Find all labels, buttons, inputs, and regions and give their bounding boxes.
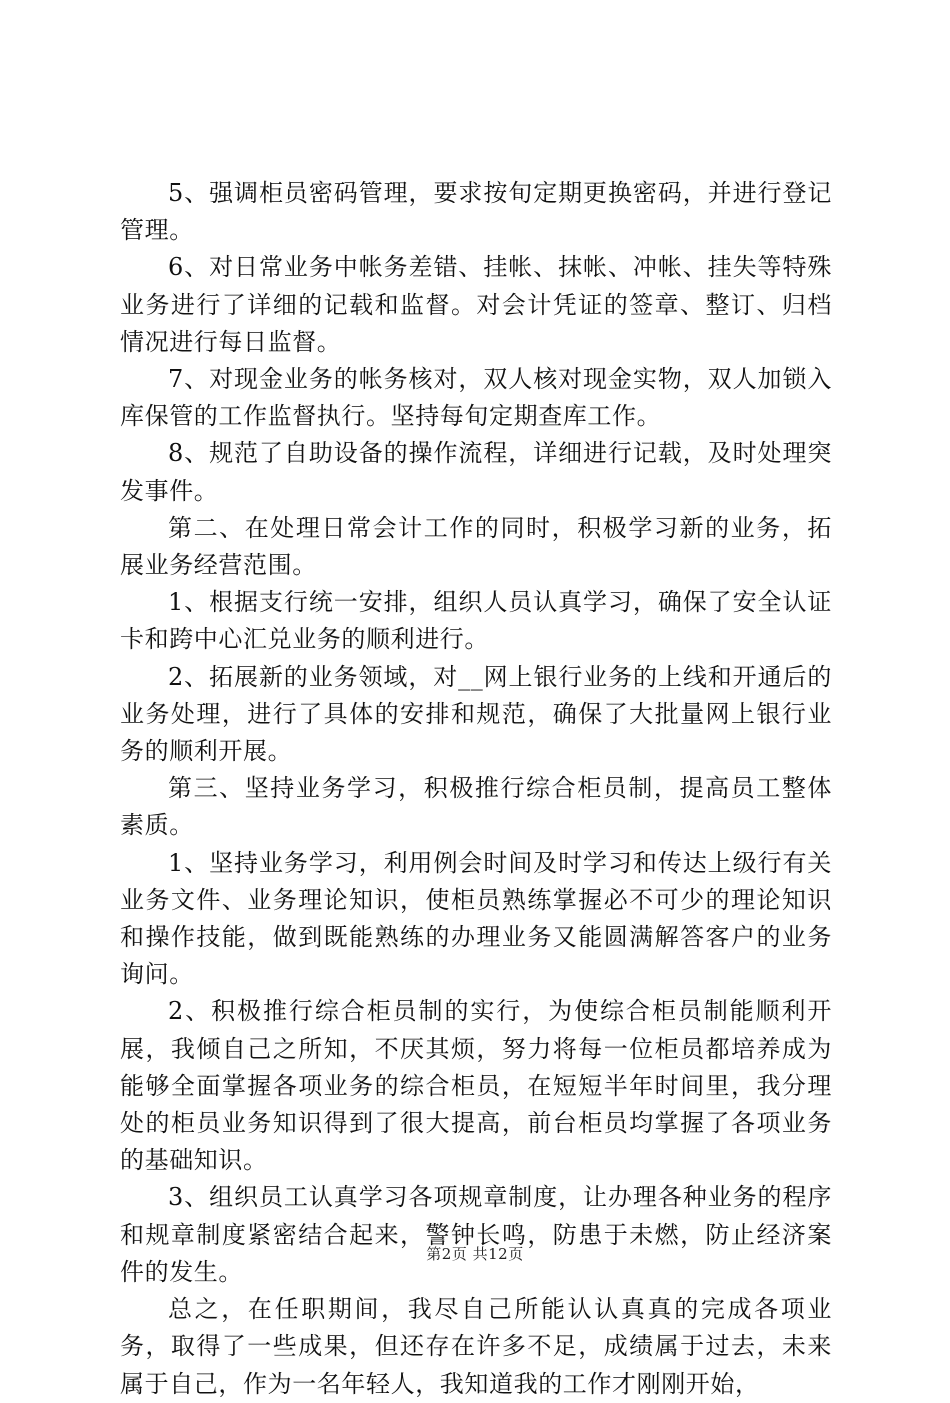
paragraph-item-3b: 3、组织员工认真学习各项规章制度，让办理各种业务的程序和规章制度紧密结合起来，警钟长鸣，防患于未燃，防止经济案件的发生。 (120, 1183, 832, 1286)
paragraph-summary: 总之，在任职期间，我尽自己所能认认真真的完成各项业务，取得了一些成果，但还存在许多不足，成绩属于过去，未来属于自己，作为一名年轻人，我知道我的工作才刚刚开始， (120, 1295, 832, 1398)
paragraph-item-6: 6、对日常业务中帐务差错、挂帐、抹帐、冲帐、挂失等特殊业务进行了详细的记载和监督。对会计凭证的签章、整订、归档情况进行每日监督。 (120, 253, 832, 356)
paragraph-item-2b: 2、积极推行综合柜员制的实行，为使综合柜员制能顺利开展，我倾自己之所知，不厌其烦，努力将每一位柜员都培养成为能够全面掌握各项业务的综合柜员，在短短半年时间里，我分理处的柜员业务知识得到了很大提高，前台柜员均掌握了各项业务的基础知识。 (120, 997, 832, 1175)
paragraph-item-8: 8、规范了自助设备的操作流程，详细进行记载，及时处理突发事件。 (120, 439, 832, 505)
section-heading-second: 第二、在处理日常会计工作的同时，积极学习新的业务，拓展业务经营范围。 (120, 513, 832, 580)
paragraph-item-1b: 1、坚持业务学习，利用例会时间及时学习和传达上级行有关业务文件、业务理论知识，使柜员熟练掌握必不可少的理论知识和操作技能，做到既能熟练的办理业务又能圆满解答客户的业务询问。 (120, 848, 832, 989)
section-heading-third: 第三、坚持业务学习，积极推行综合柜员制，提高员工整体素质。 (120, 774, 832, 840)
paragraph-item-2: 2、拓展新的业务领域，对__网上银行业务的上线和开通后的业务处理，进行了具体的安排和规范，确保了大批量网上银行业务的顺利开展。 (120, 662, 832, 766)
document-body (120, 175, 832, 1403)
paragraph-item-5: 5、强调柜员密码管理，要求按旬定期更换密码，并进行登记管理。 (120, 179, 832, 245)
page-number-footer: 第2页 共12页 (426, 1245, 524, 1263)
paragraph-item-1: 1、根据支行统一安排，组织人员认真学习，确保了安全认证卡和跨中心汇兑业务的顺利进行。 (120, 588, 832, 654)
paragraph-item-7: 7、对现金业务的帐务核对，双人核对现金实物，双人加锁入库保管的工作监督执行。坚持每旬定期查库工作。 (120, 365, 832, 431)
